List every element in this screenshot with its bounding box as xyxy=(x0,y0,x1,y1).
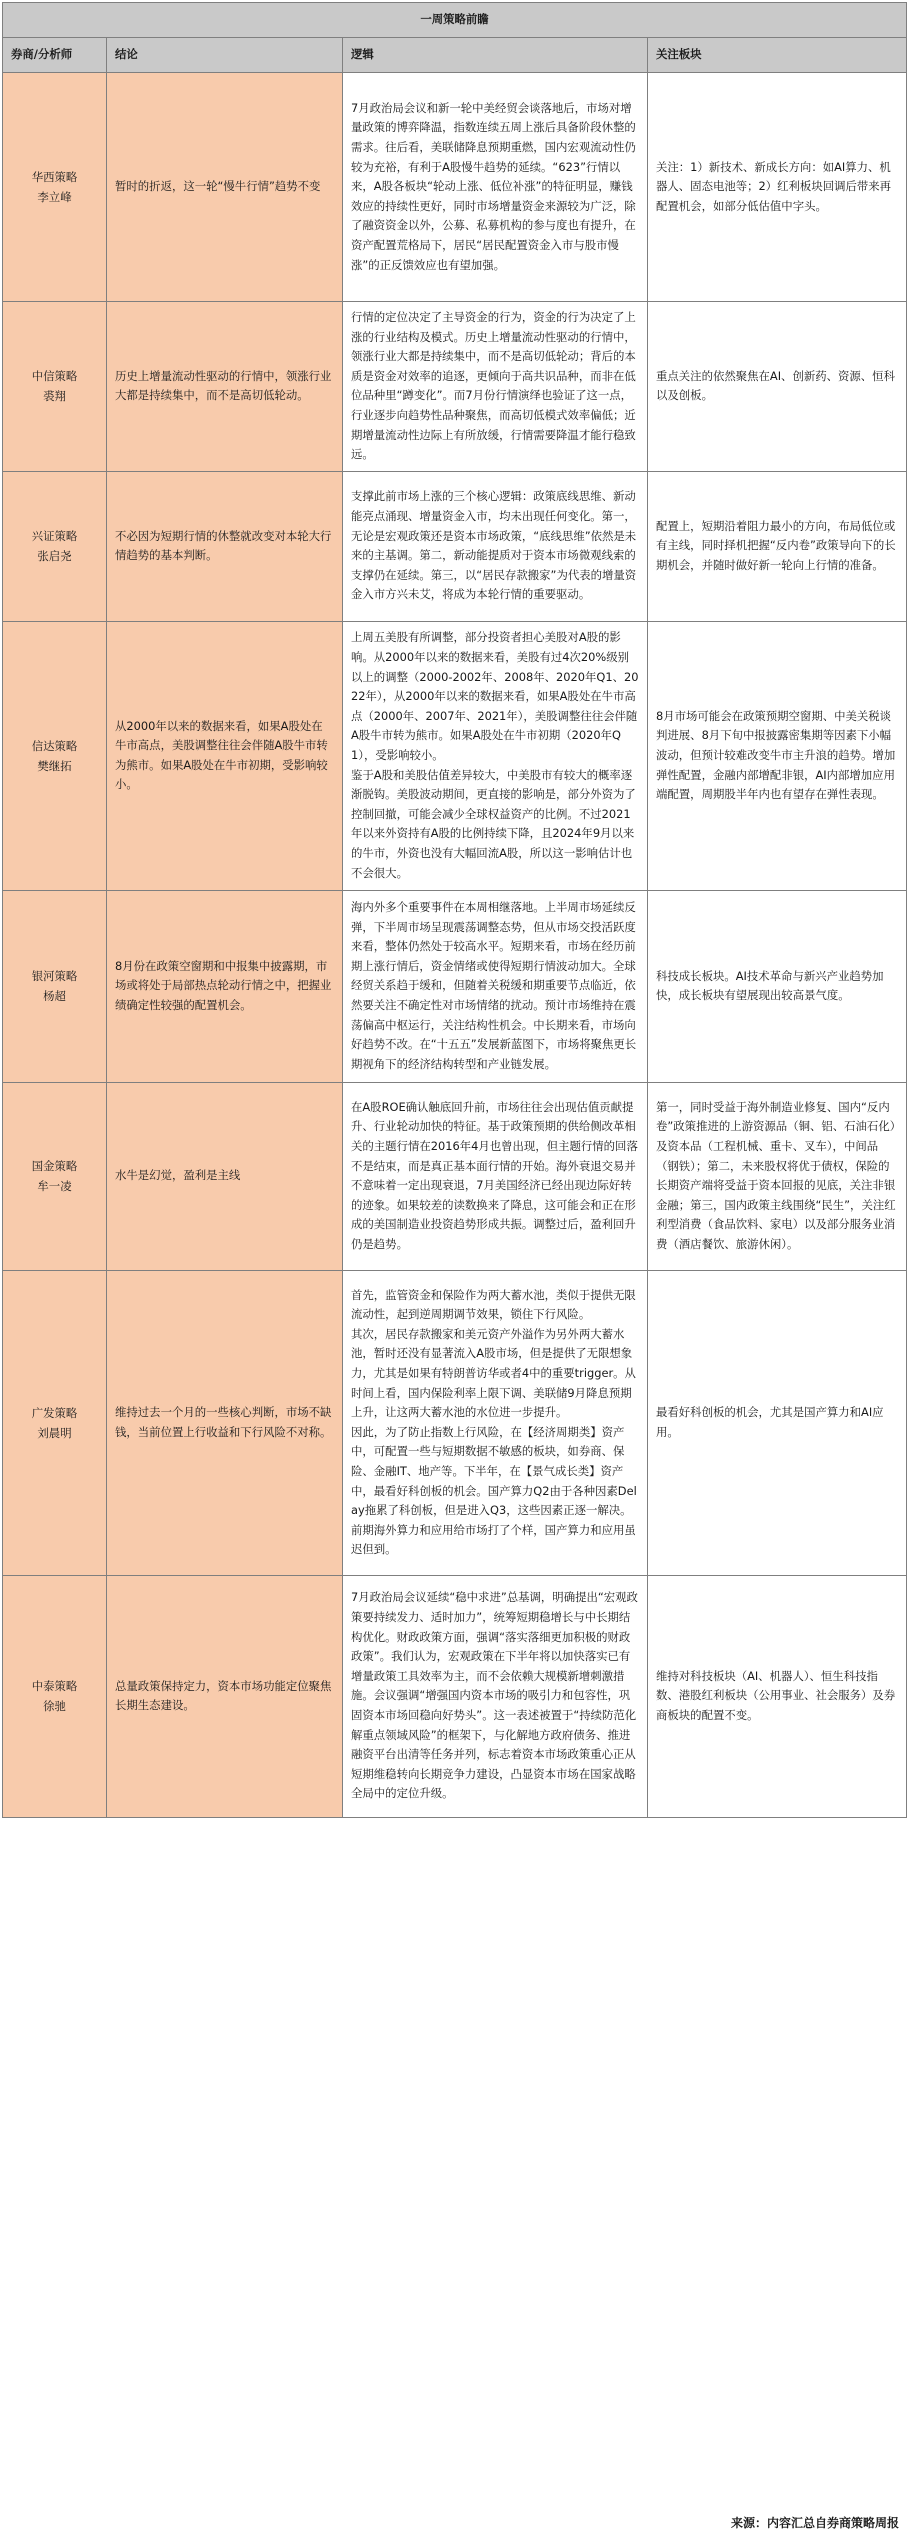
logic-cell: 7月政治局会议延续“稳中求进”总基调，明确提出“宏观政策要持续发力、适时加力”，统筹短期稳增长与中长期结构优化。财政政策方面，强调“落实落细更加积极的财政政策”。我们认为，宏观政策在下半年将以加快落实已有增量政策工具效率为主，而不会依赖大规模新增刺激措施。会议强调“增强国内资本市场的吸引力和包容性，巩固资本市场回稳向好势头”。这一表述被置于“持续防范化解重点领域风险”的框架下，与化解地方政府债务、推进融资平台出清等任务并列，标志着资本市场政策重心正从短期维稳转向长期竞争力建设，凸显资本市场在国家战略全局中的定位升级。 xyxy=(343,1575,648,1817)
logic-cell: 海内外多个重要事件在本周相继落地。上半周市场延续反弹，下半周市场呈现震荡调整态势，但从市场交投活跃度来看，整体仍然处于较高水平。短期来看，市场在经历前期上涨行情后，资金情绪或使得短期行情波动加大。全球经贸关系趋于缓和，但随着关税缓和期重要节点临近，依然要关注不确定性对市场情绪的扰动。预计市场维持在震荡偏高中枢运行，关注结构性机会。中长期来看，市场向好趋势不改。在“十五五”发展新蓝图下，市场将聚焦更长期视角下的经济结构转型和产业链发展。 xyxy=(343,890,648,1082)
table-row xyxy=(3,73,907,302)
broker-name: 中信策略 xyxy=(31,369,78,384)
table-row xyxy=(3,1082,907,1270)
sector-cell: 配置上，短期沿着阻力最小的方向，布局低位或有主线，同时择机把握“反内卷”政策导向下的长期机会，并随时做好新一轮向上行情的准备。 xyxy=(648,471,907,621)
table-row xyxy=(3,1270,907,1575)
broker-cell xyxy=(3,73,107,302)
strategy-table xyxy=(2,2,907,1818)
analyst-name: 徐驰 xyxy=(43,1699,66,1714)
broker-name: 国金策略 xyxy=(31,1159,78,1174)
analyst-name: 杨超 xyxy=(43,989,66,1004)
title-row xyxy=(3,3,907,38)
sector-cell: 关注：1）新技术、新成长方向：如AI算力、机器人、固态电池等；2）红利板块回调后带来再配置机会，如部分低估值中字头。 xyxy=(648,73,907,302)
header-row xyxy=(3,38,907,73)
broker-cell xyxy=(3,1575,107,1817)
header-sectors: 关注板块 xyxy=(648,38,907,73)
sector-cell: 最看好科创板的机会，尤其是国产算力和AI应用。 xyxy=(648,1270,907,1575)
sector-cell: 重点关注的依然聚焦在AI、创新药、资源、恒科以及创板。 xyxy=(648,302,907,472)
table-row xyxy=(3,471,907,621)
logic-cell: 支撑此前市场上涨的三个核心逻辑：政策底线思维、新动能亮点涌现、增量资金入市，均未出现任何变化。第一，无论是宏观政策还是资本市场政策，“底线思维”依然是未来的主基调。第二，新动能提质对于资本市场微观线索的支撑仍在延续。第三，以“居民存款搬家”为代表的增量资金入市方兴未艾，将成为本轮行情的重要驱动。 xyxy=(343,471,648,621)
broker-cell xyxy=(3,302,107,472)
table-row xyxy=(3,302,907,472)
source-note: 来源：内容汇总自券商策略周报 xyxy=(730,2516,899,2530)
analyst-name: 张启尧 xyxy=(37,549,72,564)
broker-cell xyxy=(3,890,107,1082)
header-conclusion: 结论 xyxy=(107,38,343,73)
analyst-name: 李立峰 xyxy=(37,190,72,204)
broker-name: 信达策略 xyxy=(31,738,78,753)
analyst-name: 裘翔 xyxy=(43,389,66,404)
broker-cell xyxy=(3,621,107,890)
broker-name: 银河策略 xyxy=(31,969,78,984)
broker-cell xyxy=(3,471,107,621)
conclusion-cell: 暂时的折返，这一轮“慢牛行情”趋势不变 xyxy=(107,73,343,302)
header-logic: 逻辑 xyxy=(343,38,648,73)
analyst-name: 刘晨明 xyxy=(37,1425,72,1440)
analyst-name: 牟一凌 xyxy=(37,1179,72,1194)
broker-name: 华西策略 xyxy=(31,170,78,184)
broker-cell xyxy=(3,1270,107,1575)
conclusion-cell: 维持过去一个月的一些核心判断，市场不缺钱，当前位置上行收益和下行风险不对称。 xyxy=(107,1270,343,1575)
sector-cell: 8月市场可能会在政策预期空窗期、中美关税谈判进展、8月下旬中报披露密集期等因素下小幅波动，但预计较难改变牛市主升浪的趋势。增加弹性配置，金融内部增配非银，AI内部增加应用端配置，周期股半年内也有望存在弹性表现。 xyxy=(648,621,907,890)
header-broker: 券商/分析师 xyxy=(3,38,107,73)
logic-cell: 在A股ROE确认触底回升前，市场往往会出现估值贡献提升、行业轮动加快的特征。基于政策预期的供给侧改革相关的主题行情在2016年4月也曾出现，但主题行情的回落不是结束，而是真正基本面行情的开始。海外衰退交易并不意味着一定出现衰退，7月美国经济已经出现边际好转的迹象。如果较差的读数换来了降息，这可能会和正在形成的美国制造业投资趋势形成共振。调整过后，盈利回升仍是趋势。 xyxy=(343,1082,648,1270)
conclusion-cell: 8月份在政策空窗期和中报集中披露期，市场或将处于局部热点轮动行情之中，把握业绩确定性较强的配置机会。 xyxy=(107,890,343,1082)
logic-cell: 上周五美股有所调整，部分投资者担心美股对A股的影响。从2000年以来的数据来看，美股有过4次20%级别以上的调整（2000-2002年、2008年、2020年Q1、2022年），从2000年以来的数据来看，如果A股处在牛市高点（2000年、2007年、2021年），美股调整往往会伴随A股牛市转为熊市。如果A股处在牛市初期（2020年Q1），受影响较小。 鉴于A股和美股估值差异较大，中美股市有较大的概率逐渐脱钩。美股波动期间，更直接的影响是，部分外资为了控制回撤，可能会减少全球权益资产的比例。不过2021年以来外资持有A股的比例持续下降，且2024年9月以来的牛市，外资也没有大幅回流A股，所以这一影响估计也不会很大。 xyxy=(343,621,648,890)
broker-cell xyxy=(3,1082,107,1270)
sector-cell: 科技成长板块。AI技术革命与新兴产业趋势加快，成长板块有望展现出较高景气度。 xyxy=(648,890,907,1082)
table-row xyxy=(3,1575,907,1817)
logic-cell: 行情的定位决定了主导资金的行为，资金的行为决定了上涨的行业结构及模式。历史上增量流动性驱动的行情中，领涨行业大都是持续集中，而不是高切低轮动；背后的本质是资金对效率的追逐，更倾向于高共识品种，而非在低位品种里“蹲变化”。而7月份行情演绎也验证了这一点，行业逐步向趋势性品种聚焦，而高切低模式效率偏低；近期增量流动性边际上有所放缓，行情需要降温才能行稳致远。 xyxy=(343,302,648,472)
table-row xyxy=(3,890,907,1082)
sector-cell: 维持对科技板块（AI、机器人）、恒生科技指数、港股红利板块（公用事业、社会服务）及券商板块的配置不变。 xyxy=(648,1575,907,1817)
table-title: 一周策略前瞻 xyxy=(3,3,907,38)
conclusion-cell: 不必因为短期行情的休整就改变对本轮大行情趋势的基本判断。 xyxy=(107,471,343,621)
conclusion-cell: 水牛是幻觉，盈利是主线 xyxy=(107,1082,343,1270)
broker-name: 兴证策略 xyxy=(31,529,78,544)
logic-cell: 首先，监管资金和保险作为两大蓄水池，类似于提供无限流动性，起到逆周期调节效果，锁住下行风险。 其次，居民存款搬家和美元资产外溢作为另外两大蓄水池，暂时还没有显著流入A股市场，但是提供了无限想象力，尤其是如果有特朗普访华或者4中的重要trigger。从时间上看，国内保险利率上限下调、美联储9月降息预期上升，让这两大蓄水池的水位进一步提升。 因此，为了防止指数上行风险，在【经济周期类】资产中，可配置一些与短期数据不敏感的板块，如券商、保险、金融IT、地产等。下半年，在【景气成长类】资产中，最看好科创板的机会。国产算力Q2由于各种因素Delay拖累了科创板，但是进入Q3，这些因素正逐一解决。前期海外算力和应用给市场打了个样，国产算力和应用虽迟但到。 xyxy=(343,1270,648,1575)
conclusion-cell: 历史上增量流动性驱动的行情中，领涨行业大都是持续集中，而不是高切低轮动。 xyxy=(107,302,343,472)
analyst-name: 樊继拓 xyxy=(37,758,72,773)
conclusion-cell: 从2000年以来的数据来看，如果A股处在牛市高点，美股调整往往会伴随A股牛市转为熊市。如果A股处在牛市初期，受影响较小。 xyxy=(107,621,343,890)
conclusion-cell: 总量政策保持定力，资本市场功能定位聚焦长期生态建设。 xyxy=(107,1575,343,1817)
broker-name: 广发策略 xyxy=(31,1405,78,1420)
logic-cell: 7月政治局会议和新一轮中美经贸会谈落地后，市场对增量政策的博弈降温，指数连续五周上涨后具备阶段休整的需求。往后看，美联储降息预期重燃，国内宏观流动性仍较为充裕，有利于A股慢牛趋势的延续。“623”行情以来，A股各板块“轮动上涨、低位补涨”的特征明显，赚钱效应的持续性更好，同时市场增量资金来源较为广泛，除了融资资金以外，公募、私募机构的参与度也有提升，在资产配置荒格局下，居民“居民配置资金入市与股市慢涨”的正反馈效应也有望加强。 xyxy=(343,73,648,302)
broker-name: 中泰策略 xyxy=(31,1679,78,1694)
sector-cell: 第一，同时受益于海外制造业修复、国内“反内卷”政策推进的上游资源品（铜、铝、石油石化）及资本品（工程机械、重卡、叉车），中间品（钢铁）；第二，未来股权将优于债权，保险的长期资产端将受益于资本回报的见底，关注非银金融；第三，国内政策主线围绕“民生”，关注红利型消费（食品饮料、家电）以及部分服务业消费（酒店餐饮、旅游休闲）。 xyxy=(648,1082,907,1270)
table-row xyxy=(3,621,907,890)
